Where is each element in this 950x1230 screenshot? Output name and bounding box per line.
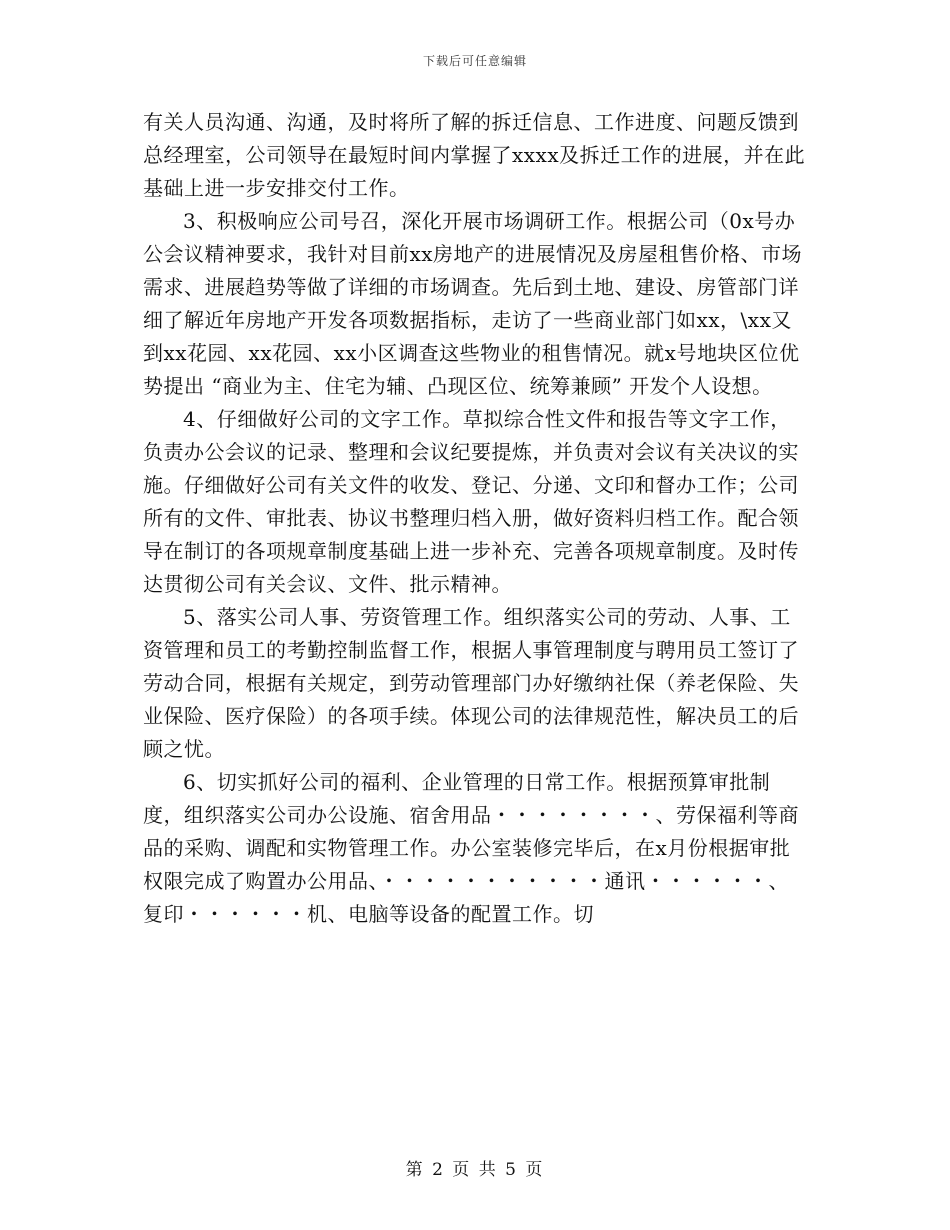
paragraph-2: 3、积极响应公司号召，深化开展市场调研工作。根据公司（0x号办公会议精神要求，我针对目前xx房地产的进展情况及房屋租售价格、市场需求、进展趋势等做了详细的市场调查。先后到土地、建设、房管部门详细了解近年房地产开发各项数据指标，走访了一些商业部门如xx，\xx又到xx花园、xx花园、xx小区调查这些物业的租售情况。就x号地块区位优势提出 “商业为主、住宅为辅、凸现区位、统筹兼顾” 开发个人设想。 [143, 209, 803, 398]
page-number: 第 2 页 共 5 页 [405, 1160, 545, 1180]
paragraph-1: 有关人员沟通、沟通，及时将所了解的拆迁信息、工作进度、问题反馈到总经理室，公司领导在最短时间内掌握了xxxx及拆迁工作的进展，并在此基础上进一步安排交付工作。 [143, 110, 806, 200]
paragraph-5: 6、切实抓好公司的福利、企业管理的日常工作。根据预算审批制度，组织落实公司办公设施、宿舍用品・・・・・・・・、劳保福利等商品的采购、调配和实物管理工作。办公室装修完毕后，在x月份根据审批权限完成了购置办公用品、・・・・・・・・・・・通讯・・・・・・、复印・・・・・・机、电脑等设备的配置工作。切 [143, 770, 799, 926]
paragraph-4: 5、落实公司人事、劳资管理工作。组织落实公司的劳动、人事、工资管理和员工的考勤控制监督工作，根据人事管理制度与聘用员工签订了劳动合同，根据有关规定，到劳动管理部门办好缴纳社保（养老保险、失业保险、医疗保险）的各项手续。体现公司的法律规范性，解决员工的后顾之忧。 [143, 605, 799, 761]
page-header: 下载后可任意编辑 [422, 54, 527, 68]
paragraph-3: 4、仔细做好公司的文字工作。草拟综合性文件和报告等文字工作，负责办公会议的记录、整理和会议纪要提炼，并负责对会议有关决议的实施。仔细做好公司有关文件的收发、登记、分递、文印和督办工作；公司所有的文件、审批表、协议书整理归档入册，做好资料归档工作。配合领导在制订的各项规章制度基础上进一步补充、完善各项规章制度。及时传达贯彻公司有关会议、文件、批示精神。 [143, 407, 799, 596]
document-body [143, 106, 807, 931]
